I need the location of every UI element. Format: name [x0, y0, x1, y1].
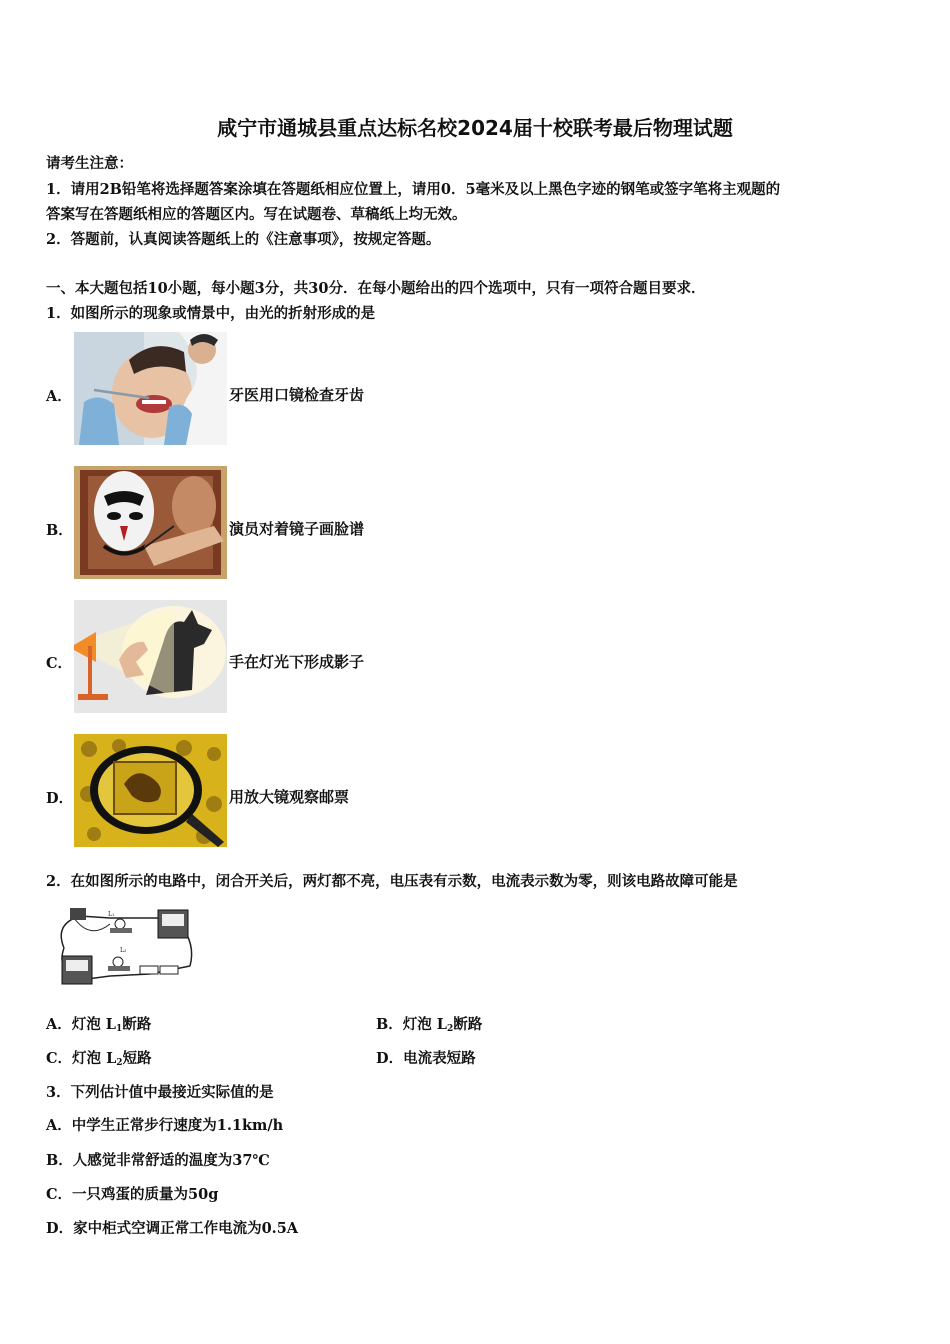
opera-makeup-mirror-image [74, 466, 227, 579]
hand-shadow-image [74, 600, 227, 713]
section-1-instructions: 一、本大题包括10小题，每小题3分，共30分．在每小题给出的四个选项中，只有一项符合题目要求． [46, 280, 706, 297]
q3-option-a: A．中学生正常步行速度为1.1km/h [46, 1117, 284, 1134]
q2-option-c [46, 1047, 152, 1068]
notice-item-1-line-2: 答案写在答题纸相应的答题区内。写在试题卷、草稿纸上均无效。 [46, 206, 467, 223]
q2-option-c-post: 短路 [122, 1050, 152, 1067]
q2-option-b-pre: B．灯泡 L [376, 1016, 447, 1033]
q1-option-c-letter: C． [46, 655, 73, 672]
q2-option-c-sub: 2 [116, 1058, 123, 1068]
notice-item-2: 2．答题前，认真阅读答题纸上的《注意事项》，按规定答题。 [46, 231, 441, 248]
q2-option-c-pre: C．灯泡 L [46, 1050, 117, 1067]
q1-option-b-letter: B． [46, 522, 73, 539]
q2-option-d: D．电流表短路 [376, 1050, 476, 1067]
q3-option-b: B．人感觉非常舒适的温度为37℃ [46, 1152, 270, 1169]
q2-option-a-post: 断路 [122, 1016, 152, 1033]
q1-option-b-text: 演员对着镜子画脸谱 [229, 520, 365, 538]
exam-title: 咸宁市通城县重点达标名校2024届十校联考最后物理试题 [217, 116, 733, 140]
question-3-stem: 3．下列估计值中最接近实际值的是 [46, 1084, 274, 1101]
q2-option-a [46, 1013, 151, 1034]
q1-option-a-text: 牙医用口镜检查牙齿 [229, 386, 365, 404]
q1-option-c-text: 手在灯光下形成影子 [229, 653, 365, 671]
q3-option-c: C．一只鸡蛋的质量为50g [46, 1186, 219, 1203]
q1-option-d-text: 用放大镜观察邮票 [229, 788, 350, 806]
circuit-label-l2: L₂ [120, 947, 127, 954]
circuit-label-l1: L₁ [108, 911, 115, 918]
question-1-stem: 1．如图所示的现象或情景中，由光的折射形成的是 [46, 305, 376, 322]
q1-option-a-letter: A． [46, 388, 72, 405]
q1-option-d-letter: D． [46, 790, 74, 807]
question-2-stem: 2．在如图所示的电路中，闭合开关后，两灯都不亮，电压表有示数，电流表示数为零，则该电路故障可能是 [46, 873, 738, 890]
q2-option-b-sub: 2 [447, 1024, 454, 1034]
q3-option-d: D．家中柜式空调正常工作电流为0.5A [46, 1220, 299, 1237]
q2-option-b [376, 1013, 482, 1034]
notice-heading: 请考生注意： [46, 155, 133, 172]
q2-option-b-post: 断路 [453, 1016, 483, 1033]
magnifier-stamp-image [74, 734, 227, 847]
notice-item-1-line-1: 1．请用2B铅笔将选择题答案涂填在答题纸相应位置上，请用0．5毫米及以上黑色字迹的钢笔或签字笔将主观题的 [46, 181, 781, 198]
q2-option-a-sub: 1 [116, 1024, 123, 1034]
circuit-diagram [50, 904, 198, 988]
dentist-mirror-image [74, 332, 227, 445]
q2-option-a-pre: A．灯泡 L [46, 1016, 116, 1033]
